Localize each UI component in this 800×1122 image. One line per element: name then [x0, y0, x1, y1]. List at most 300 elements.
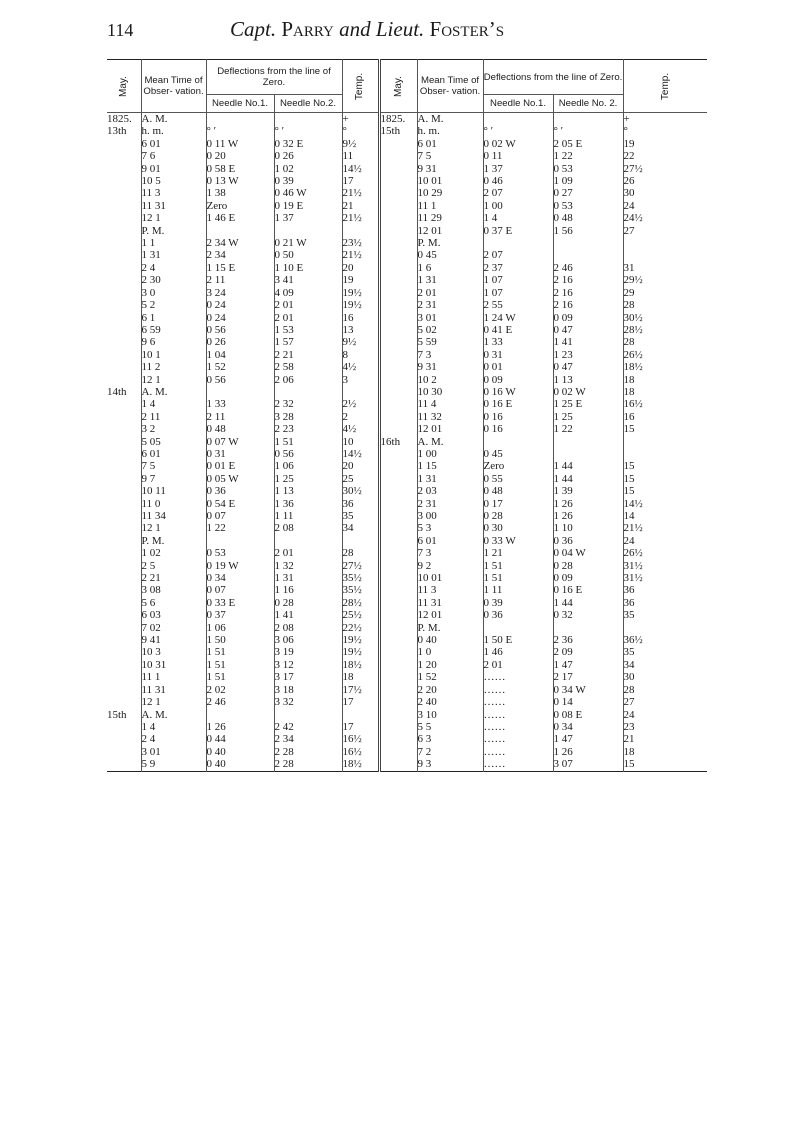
cell-left-day	[107, 411, 141, 423]
cell-right-temp: 29½	[623, 274, 643, 287]
cell-left-temp: 18½	[342, 659, 379, 671]
cell-left-time: 9 41	[141, 634, 206, 646]
table-row	[107, 634, 707, 646]
cell-right-needle2: 1 13	[553, 374, 623, 386]
cell-right-day: 1825.	[379, 113, 417, 126]
cell-right-day	[379, 249, 417, 261]
cell-right-time: 11 3	[417, 584, 483, 596]
cell-right-temp: 19	[623, 137, 635, 150]
col-needle2-left: Needle No.2.	[274, 95, 342, 113]
cell-left-needle1: 1 46 E	[206, 212, 274, 224]
cell-left-time: 12 1	[141, 522, 206, 534]
cell-right-temp: 15	[623, 472, 635, 485]
cell-left-time: 2 4	[141, 733, 206, 745]
cell-right-time: 1 0	[417, 646, 483, 658]
cell-left-needle1: 2 46	[206, 696, 274, 708]
cell-left-needle2: 1 06	[274, 460, 342, 472]
cell-left-time: 10 31	[141, 659, 206, 671]
cell-left-needle1: 0 05 W	[206, 473, 274, 485]
table-row	[107, 597, 707, 609]
cell-right-day	[379, 733, 417, 745]
cell-right-temp: 28	[623, 336, 635, 349]
cell-right-needle1: 1 4	[483, 212, 553, 224]
cell-left-needle1: 1 22	[206, 522, 274, 534]
cell-right-time: 12 01	[417, 609, 483, 621]
cell-right-needle2: 1 44	[553, 473, 623, 485]
cell-left-temp: 30½	[342, 485, 379, 497]
cell-right-day	[379, 473, 417, 485]
cell-right-time: 3 01	[417, 312, 483, 324]
cell-left-time: 10 5	[141, 175, 206, 187]
cell-right-needle1: 0 37 E	[483, 225, 553, 237]
cell-left-day: 15th	[107, 709, 141, 721]
cell-left-temp: 17	[342, 721, 379, 733]
table-row	[107, 361, 707, 373]
cell-left-needle2: 3 12	[274, 659, 342, 671]
cell-left-needle2: 2 01	[274, 547, 342, 559]
cell-left-day	[107, 696, 141, 708]
cell-left-needle2: 1 31	[274, 572, 342, 584]
cell-right-temp: 30	[623, 671, 635, 684]
cell-left-time: 10 11	[141, 485, 206, 497]
cell-right-needle2: 1 44	[553, 460, 623, 472]
cell-left-temp: 9½	[342, 138, 379, 150]
cell-left-time: 11 1	[141, 671, 206, 683]
cell-left-temp: 20	[342, 262, 379, 274]
cell-left-day	[107, 746, 141, 758]
cell-right-temp: 35	[623, 646, 635, 659]
cell-right-temp: 24	[623, 534, 635, 547]
cell-right-temp	[623, 237, 707, 249]
cell-right-needle2: 2 09	[553, 646, 623, 658]
cell-right-temp: 22	[623, 150, 635, 163]
cell-left-time: 12 1	[141, 374, 206, 386]
cell-left-temp: 21½	[342, 187, 379, 199]
cell-left-needle2: 1 02	[274, 163, 342, 175]
cell-right-needle1: 0 46	[483, 175, 553, 187]
cell-left-time: 3 01	[141, 746, 206, 758]
cell-right-temp: 27	[623, 224, 635, 237]
cell-left-needle2	[274, 113, 342, 126]
col-may-right: May.	[379, 60, 417, 113]
cell-left-day	[107, 138, 141, 150]
cell-right-temp: 18½	[623, 361, 643, 374]
cell-right-needle1: 1 24 W	[483, 312, 553, 324]
cell-left-needle1: 0 33 E	[206, 597, 274, 609]
cell-right-needle1: 0 09	[483, 374, 553, 386]
cell-right-day	[379, 684, 417, 696]
cell-right-temp: 26½	[623, 547, 643, 560]
col-needle1-right: Needle No.1.	[483, 95, 553, 113]
cell-left-needle2: 2 28	[274, 758, 342, 771]
cell-right-temp	[623, 436, 707, 448]
cell-right-needle1: 1 51	[483, 560, 553, 572]
cell-right-needle1: 0 41 E	[483, 324, 553, 336]
cell-right-needle1: 2 01	[483, 659, 553, 671]
cell-right-time: P. M.	[417, 622, 483, 634]
cell-right-needle1: 1 21	[483, 547, 553, 559]
cell-right-temp: 18	[623, 745, 635, 758]
cell-left-needle1: 0 07	[206, 584, 274, 596]
cell-left-day	[107, 187, 141, 199]
cell-right-time: 5 5	[417, 721, 483, 733]
cell-left-needle2: 3 41	[274, 274, 342, 286]
cell-left-time: 11 31	[141, 200, 206, 212]
cell-right-temp: 27	[623, 696, 635, 709]
cell-left-time: 9 01	[141, 163, 206, 175]
cell-right-day	[379, 398, 417, 410]
cell-right-needle2: 1 26	[553, 498, 623, 510]
col-temp-right: Temp.	[623, 60, 707, 113]
cell-right-day	[379, 634, 417, 646]
cell-right-day	[379, 386, 417, 398]
cell-right-temp: °	[623, 125, 628, 138]
cell-left-needle2: 1 13	[274, 485, 342, 497]
cell-right-day	[379, 721, 417, 733]
cell-left-needle1	[206, 113, 274, 126]
table-row	[107, 721, 707, 733]
cell-right-day	[379, 262, 417, 274]
cell-right-time: 12 01	[417, 225, 483, 237]
cell-right-time: h. m.	[417, 125, 483, 137]
cell-left-temp: 35½	[342, 584, 379, 596]
cell-right-day	[379, 274, 417, 286]
cell-left-day	[107, 498, 141, 510]
cell-left-temp: 34	[342, 522, 379, 534]
cell-left-needle1: 0 31	[206, 448, 274, 460]
cell-right-needle1: 2 55	[483, 299, 553, 311]
cell-left-needle1: 1 51	[206, 646, 274, 658]
col-time-left: Mean Time of Obser- vation.	[141, 60, 206, 113]
cell-left-temp: 18	[342, 671, 379, 683]
cell-right-temp: 21½	[623, 522, 643, 535]
cell-left-time: 12 1	[141, 212, 206, 224]
cell-right-day	[379, 212, 417, 224]
cell-left-day	[107, 262, 141, 274]
cell-right-needle2: 2 46	[553, 262, 623, 274]
cell-left-needle1: 0 56	[206, 374, 274, 386]
table-row	[107, 758, 707, 771]
cell-right-temp: 27½	[623, 162, 643, 175]
cell-left-temp: 16½	[342, 746, 379, 758]
cell-right-time: 1 00	[417, 448, 483, 460]
cell-left-needle1	[206, 709, 274, 721]
cell-left-time: 2 11	[141, 411, 206, 423]
cell-right-day	[379, 324, 417, 336]
cell-left-needle1: 3 24	[206, 287, 274, 299]
cell-left-time: 2 5	[141, 560, 206, 572]
cell-right-needle2: 2 16	[553, 287, 623, 299]
cell-left-needle1: 0 20	[206, 150, 274, 162]
cell-left-needle1: 0 54 E	[206, 498, 274, 510]
table-row	[107, 609, 707, 621]
cell-left-temp	[342, 225, 379, 237]
cell-left-temp: 21½	[342, 249, 379, 261]
cell-left-needle1: 0 24	[206, 312, 274, 324]
table-row	[107, 535, 707, 547]
cell-left-needle1: 1 15 E	[206, 262, 274, 274]
cell-right-temp: 36	[623, 584, 635, 597]
cell-right-time: 11 4	[417, 398, 483, 410]
cell-left-temp: 25½	[342, 609, 379, 621]
cell-left-time: 6 59	[141, 324, 206, 336]
cell-left-temp	[342, 386, 379, 398]
cell-right-day	[379, 225, 417, 237]
cell-right-temp: 30½	[623, 311, 643, 324]
cell-left-needle2	[274, 225, 342, 237]
cell-left-temp: 4½	[342, 361, 379, 373]
cell-left-needle2: 1 51	[274, 436, 342, 448]
running-head-mid: and Lieut.	[339, 17, 425, 41]
cell-left-needle2: 0 19 E	[274, 200, 342, 212]
cell-right-needle2: 0 04 W	[553, 547, 623, 559]
cell-left-needle2: 1 32	[274, 560, 342, 572]
cell-left-needle1: 2 34	[206, 249, 274, 261]
cell-left-needle2: 1 25	[274, 473, 342, 485]
cell-left-needle2: 3 18	[274, 684, 342, 696]
cell-right-temp: 30	[623, 187, 635, 200]
cell-right-needle1: ……	[483, 721, 553, 733]
cell-right-temp	[623, 249, 707, 261]
table-row	[107, 374, 707, 386]
col-time-right: Mean Time of Obser- vation.	[417, 60, 483, 113]
cell-left-needle1: Zero	[206, 200, 274, 212]
cell-left-temp: 17½	[342, 684, 379, 696]
cell-right-day	[379, 609, 417, 621]
cell-right-day: 16th	[379, 436, 417, 448]
cell-left-time: 3 0	[141, 287, 206, 299]
cell-right-needle1: ……	[483, 758, 553, 771]
cell-right-temp: 15	[623, 423, 635, 436]
col-may-left: May.	[107, 60, 141, 113]
cell-left-day	[107, 560, 141, 572]
cell-left-needle1: 0 26	[206, 336, 274, 348]
cell-left-day	[107, 522, 141, 534]
cell-right-needle1: ……	[483, 746, 553, 758]
cell-left-needle2: ° ′	[274, 125, 342, 137]
table-row	[107, 398, 707, 410]
cell-left-day	[107, 212, 141, 224]
cell-left-needle1: 0 37	[206, 609, 274, 621]
cell-left-needle2: 2 06	[274, 374, 342, 386]
cell-right-day	[379, 746, 417, 758]
cell-left-needle2: 2 08	[274, 622, 342, 634]
cell-right-needle1: 0 33 W	[483, 535, 553, 547]
col-deflections-left: Deflections from the line of Zero.	[206, 60, 342, 95]
cell-left-needle2: 2 34	[274, 733, 342, 745]
cell-left-temp: 13	[342, 324, 379, 336]
cell-right-needle2: 0 53	[553, 163, 623, 175]
cell-left-temp: 2	[342, 411, 379, 423]
cell-left-needle2: 3 28	[274, 411, 342, 423]
table-row	[107, 312, 707, 324]
table-row	[107, 460, 707, 472]
cell-left-needle2: 2 23	[274, 423, 342, 435]
cell-right-temp: 28½	[623, 323, 643, 336]
cell-left-temp: 21½	[342, 212, 379, 224]
cell-right-needle2: 1 47	[553, 733, 623, 745]
cell-right-needle2: 0 27	[553, 187, 623, 199]
cell-right-needle1: 1 46	[483, 646, 553, 658]
cell-right-temp	[623, 448, 707, 460]
cell-right-needle2: 1 22	[553, 423, 623, 435]
cell-right-needle2: 2 17	[553, 671, 623, 683]
cell-right-needle2: 1 26	[553, 510, 623, 522]
cell-left-time: A. M.	[141, 113, 206, 126]
table-row	[107, 386, 707, 398]
cell-left-temp: 3	[342, 374, 379, 386]
cell-right-needle2: 0 34 W	[553, 684, 623, 696]
cell-right-needle1: 0 11	[483, 150, 553, 162]
cell-right-needle2: 0 08 E	[553, 709, 623, 721]
table-row	[107, 225, 707, 237]
table-row	[107, 138, 707, 150]
cell-right-day	[379, 522, 417, 534]
cell-left-needle2: 2 32	[274, 398, 342, 410]
cell-right-day	[379, 448, 417, 460]
cell-left-needle1: 0 34	[206, 572, 274, 584]
cell-left-day	[107, 597, 141, 609]
table-row	[107, 498, 707, 510]
cell-right-day	[379, 646, 417, 658]
cell-left-time: 6 01	[141, 138, 206, 150]
cell-left-temp: +	[342, 113, 379, 126]
cell-left-time: A. M.	[141, 709, 206, 721]
cell-left-time: 2 30	[141, 274, 206, 286]
cell-right-time: 2 20	[417, 684, 483, 696]
cell-right-time: 9 31	[417, 361, 483, 373]
cell-right-time: 11 32	[417, 411, 483, 423]
cell-right-needle2: 0 32	[553, 609, 623, 621]
table-row	[107, 659, 707, 671]
cell-right-time: 9 31	[417, 163, 483, 175]
cell-right-needle2: 0 02 W	[553, 386, 623, 398]
cell-left-day	[107, 299, 141, 311]
cell-left-time: 11 31	[141, 684, 206, 696]
cell-left-needle1: 0 13 W	[206, 175, 274, 187]
table-row	[107, 733, 707, 745]
cell-left-temp: 9½	[342, 336, 379, 348]
cell-right-temp: 15	[623, 460, 635, 473]
cell-right-time: 2 31	[417, 498, 483, 510]
cell-left-temp: 19½	[342, 646, 379, 658]
cell-right-temp: 24	[623, 708, 635, 721]
cell-right-time: A. M.	[417, 436, 483, 448]
cell-left-day	[107, 622, 141, 634]
cell-right-day	[379, 374, 417, 386]
cell-right-day	[379, 175, 417, 187]
cell-right-time: 11 31	[417, 597, 483, 609]
cell-right-needle2: 1 09	[553, 175, 623, 187]
cell-right-day	[379, 187, 417, 199]
cell-left-day	[107, 584, 141, 596]
cell-left-day	[107, 473, 141, 485]
cell-right-day	[379, 138, 417, 150]
cell-left-temp	[342, 535, 379, 547]
cell-left-temp: 23½	[342, 237, 379, 249]
cell-right-day	[379, 597, 417, 609]
cell-left-temp: 28½	[342, 597, 379, 609]
cell-right-needle2: 1 25	[553, 411, 623, 423]
table-row	[107, 212, 707, 224]
cell-right-temp: 26	[623, 175, 635, 188]
cell-right-needle1: 0 39	[483, 597, 553, 609]
table-header	[107, 60, 707, 113]
cell-right-time: 1 6	[417, 262, 483, 274]
cell-right-time: 7 2	[417, 746, 483, 758]
cell-right-time: 1 15	[417, 460, 483, 472]
cell-left-time: 3 08	[141, 584, 206, 596]
table-row	[107, 150, 707, 162]
cell-right-needle1: 2 07	[483, 249, 553, 261]
cell-left-needle1: 1 51	[206, 671, 274, 683]
cell-right-needle2: 2 16	[553, 299, 623, 311]
cell-right-needle1: 0 01	[483, 361, 553, 373]
table-body	[107, 113, 707, 772]
cell-left-day	[107, 274, 141, 286]
cell-right-temp: 28	[623, 683, 635, 696]
cell-left-needle2: 1 16	[274, 584, 342, 596]
cell-left-temp: 25	[342, 473, 379, 485]
cell-left-day	[107, 721, 141, 733]
cell-right-time: 2 31	[417, 299, 483, 311]
cell-right-needle1: 0 31	[483, 349, 553, 361]
cell-left-day	[107, 609, 141, 621]
cell-left-day	[107, 436, 141, 448]
cell-right-time: 3 10	[417, 709, 483, 721]
cell-left-day	[107, 324, 141, 336]
cell-right-temp: 15	[623, 758, 635, 771]
cell-left-temp: 2½	[342, 398, 379, 410]
cell-right-temp: 16½	[623, 398, 643, 411]
cell-right-temp: 36½	[623, 634, 643, 647]
cell-right-needle2: 0 47	[553, 324, 623, 336]
cell-right-temp: 14½	[623, 497, 643, 510]
cell-left-day	[107, 659, 141, 671]
cell-right-needle2	[553, 436, 623, 448]
cell-left-needle2: 1 53	[274, 324, 342, 336]
table-row	[107, 510, 707, 522]
cell-left-needle2: 2 01	[274, 312, 342, 324]
table-row	[107, 709, 707, 721]
cell-left-needle1	[206, 225, 274, 237]
cell-left-day	[107, 485, 141, 497]
cell-left-temp: °	[342, 125, 379, 137]
cell-right-time: 0 40	[417, 634, 483, 646]
cell-right-needle1: 2 37	[483, 262, 553, 274]
cell-left-temp: 14½	[342, 448, 379, 460]
cell-right-time: 11 1	[417, 200, 483, 212]
cell-right-time: 7 3	[417, 547, 483, 559]
cell-right-day	[379, 671, 417, 683]
cell-left-needle1: 0 24	[206, 299, 274, 311]
cell-left-time: 6 1	[141, 312, 206, 324]
cell-right-day	[379, 547, 417, 559]
cell-right-temp: 35	[623, 609, 635, 622]
cell-left-day	[107, 684, 141, 696]
table-row	[107, 671, 707, 683]
cell-right-needle2: 0 09	[553, 312, 623, 324]
cell-left-day	[107, 336, 141, 348]
cell-left-temp: 17	[342, 696, 379, 708]
cell-left-time: 1 4	[141, 398, 206, 410]
cell-right-needle1: ……	[483, 733, 553, 745]
cell-right-time: 1 52	[417, 671, 483, 683]
col-needle1-left: Needle No.1.	[206, 95, 274, 113]
cell-left-time: 10 1	[141, 349, 206, 361]
cell-right-day	[379, 622, 417, 634]
cell-right-time: 3 00	[417, 510, 483, 522]
